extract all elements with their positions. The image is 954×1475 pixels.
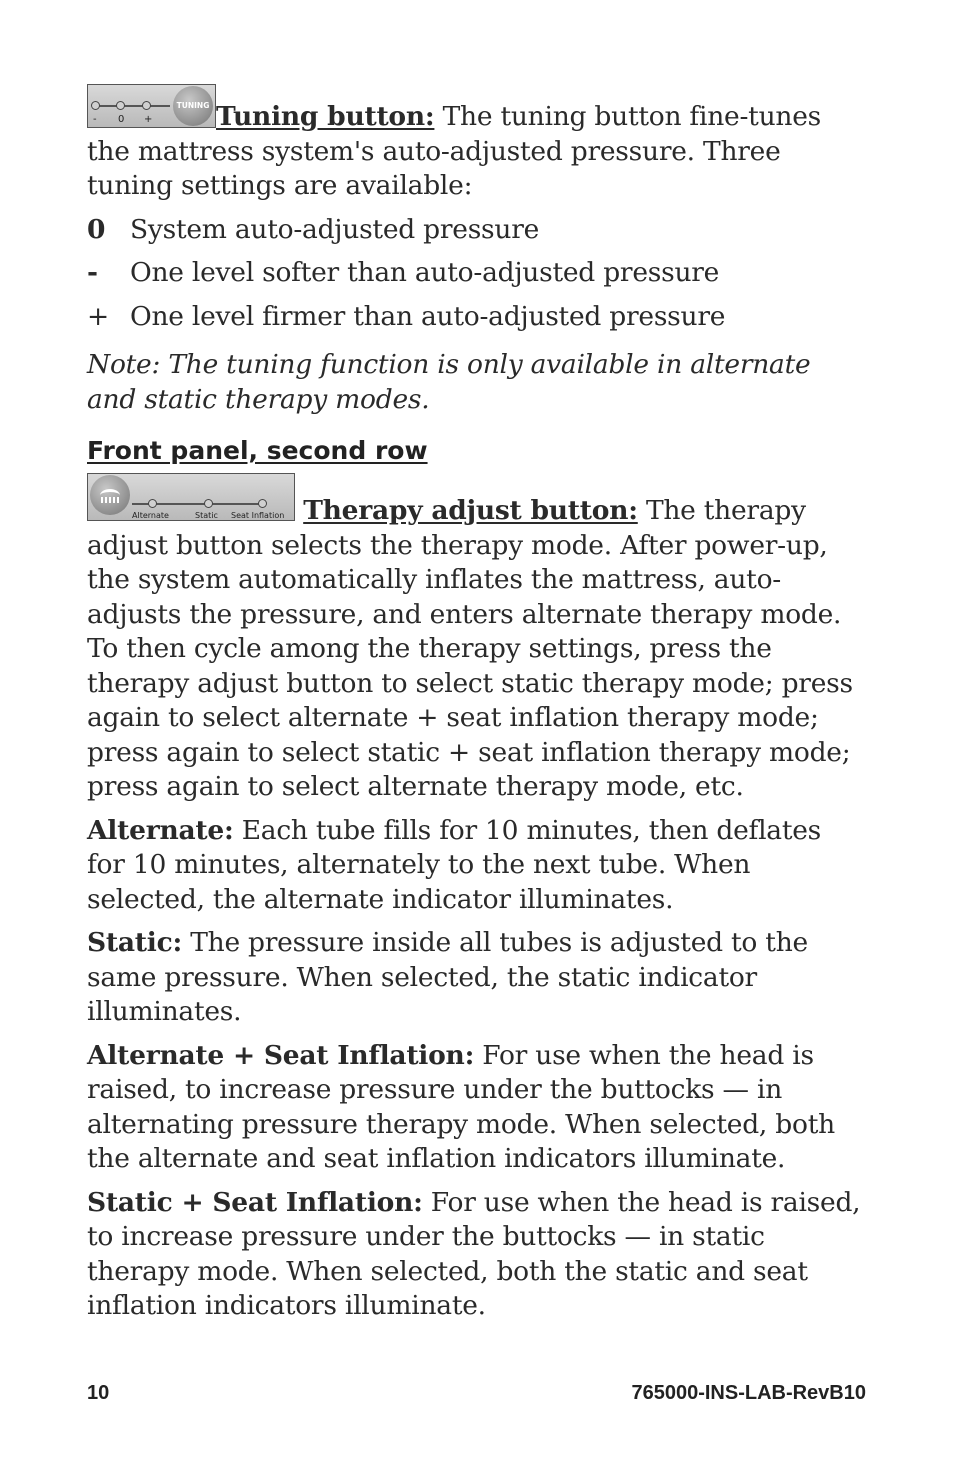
therapy-panel-icon — [87, 473, 295, 521]
therapy-knob-icon — [90, 475, 130, 515]
setting-text: One level firmer than auto-adjusted pressure — [130, 300, 726, 332]
tuning-paragraph — [87, 84, 862, 204]
therapy-text: The therapy adjust button selects the therapy mode. After power-up, the system automatically inflates the mattress, auto-adjusts the pressure, and enters alternate therapy mode. To then cycle among the therapy settings, press the therapy adjust button to select static therapy mode; press again to select alternate + seat inflation therapy mode; press again to select static + seat inflation therapy mode; press again to select alternate therapy mode, etc. — [87, 495, 853, 802]
tuning-tick-minus: - — [93, 114, 97, 125]
mode-term: Alternate + Seat Inflation: — [87, 1039, 475, 1071]
mode-term: Alternate: — [87, 814, 234, 846]
setting-key: 0 — [87, 213, 106, 245]
page-number: 10 — [87, 1382, 110, 1404]
therapy-paragraph — [87, 473, 862, 805]
seat-inflation-indicator-icon — [258, 499, 267, 508]
list-item — [87, 213, 862, 248]
alternate-label: Alternate — [132, 511, 169, 520]
alternate-indicator-icon — [148, 499, 157, 508]
mode-text: The pressure inside all tubes is adjusted to the same pressure. When selected, the static indicator illuminates. — [87, 927, 808, 1027]
tuning-tick-zero: 0 — [118, 114, 125, 125]
mode-term: Static: — [87, 927, 183, 958]
therapy-heading: Therapy adjust button: — [303, 495, 638, 526]
tuning-note: Note: The tuning function is only available in alternate and static therapy modes. — [87, 349, 811, 415]
document-id: 765000-INS-LAB-RevB10 — [631, 1382, 866, 1404]
setting-text: One level softer than auto-adjusted pressure — [130, 257, 720, 288]
mode-text: For use when the head is raised, to increase pressure under the buttocks — in static therapy mode. When selected, both the static and seat inflation indicators illuminate. — [87, 1186, 861, 1321]
tuning-indicator-zero-icon — [116, 101, 125, 110]
static-label: Static — [195, 511, 218, 520]
static-indicator-icon — [204, 499, 213, 508]
manual-page — [87, 84, 862, 1324]
setting-key: + — [87, 300, 109, 332]
mode-static-seat — [87, 1186, 862, 1324]
list-item — [87, 300, 862, 335]
tuning-indicator-plus-icon — [142, 101, 151, 110]
tuning-indicator-minus-icon — [91, 101, 100, 110]
setting-key: - — [87, 257, 98, 288]
list-item — [87, 256, 862, 291]
section-title: Front panel, second row — [87, 436, 428, 465]
setting-text: System auto-adjusted pressure — [130, 213, 540, 245]
mode-alternate — [87, 814, 862, 918]
tuning-heading: Tuning button: — [216, 101, 435, 132]
tuning-knob-icon: TUNING — [173, 86, 213, 126]
tuning-panel-icon — [87, 84, 216, 128]
mode-text: Each tube fills for 10 minutes, then deflates for 10 minutes, alternately to the next tube. When selected, the alternate indicator illuminates. — [87, 814, 822, 915]
seat-inflation-label: Seat Inflation — [231, 511, 285, 520]
mode-text: For use when the head is raised, to increase pressure under the buttocks — in alternating pressure therapy mode. When selected, both the alternate and seat inflation indicators illuminate. — [87, 1039, 835, 1174]
tuning-text: The tuning button fine-tunes the mattress system's auto-adjusted pressure. Three tuning settings are available: — [87, 101, 821, 201]
mode-alternate-seat — [87, 1039, 862, 1177]
tuning-tick-plus: + — [144, 114, 153, 125]
mode-term: Static + Seat Inflation: — [87, 1186, 423, 1218]
settings-list — [87, 213, 862, 335]
mode-static — [87, 926, 862, 1030]
